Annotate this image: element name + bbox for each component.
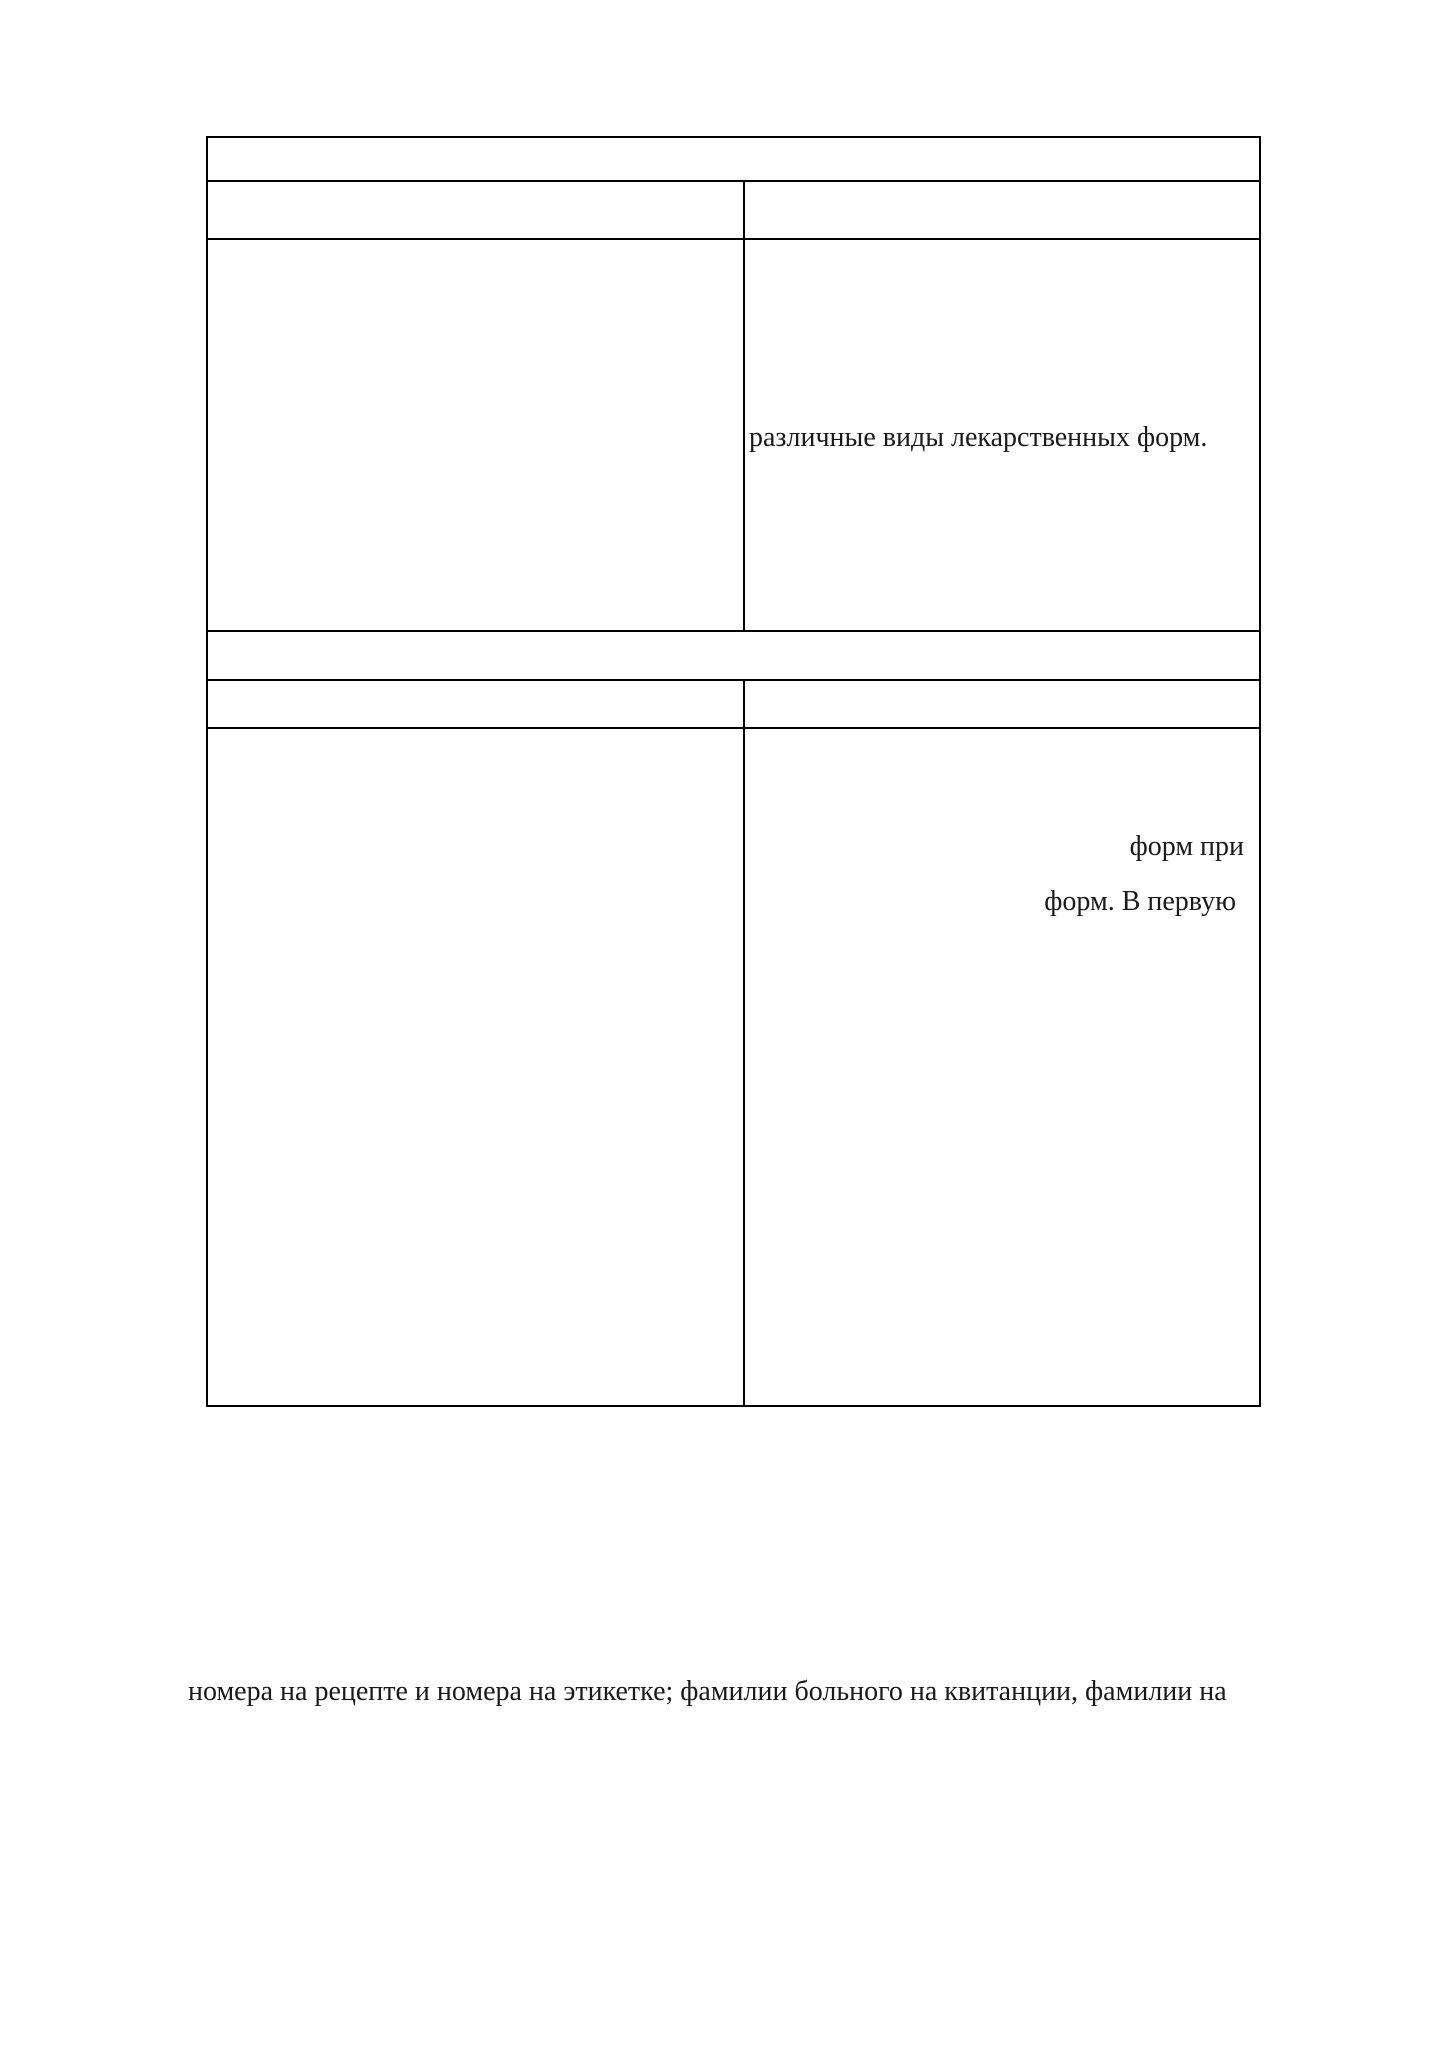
row-divider bbox=[206, 727, 1261, 729]
row-divider bbox=[206, 630, 1261, 632]
body-text-line: номера на рецепте и номера на этикетке; фамилии больного на квитанции, фамилии на bbox=[188, 1676, 1227, 1707]
table-left-border bbox=[206, 136, 208, 1407]
table-bottom-border bbox=[206, 1405, 1261, 1407]
row-divider bbox=[206, 180, 1261, 182]
table-cell-text: форм при bbox=[1129, 831, 1244, 862]
table-cell-text: различные виды лекарственных форм. bbox=[749, 422, 1208, 453]
table-top-border bbox=[206, 136, 1261, 138]
column-divider bbox=[743, 679, 745, 1407]
column-divider bbox=[743, 180, 745, 632]
table-right-border bbox=[1259, 136, 1261, 1407]
row-divider bbox=[206, 679, 1261, 681]
table-cell-text: форм. В первую bbox=[1044, 886, 1236, 917]
row-divider bbox=[206, 238, 1261, 240]
